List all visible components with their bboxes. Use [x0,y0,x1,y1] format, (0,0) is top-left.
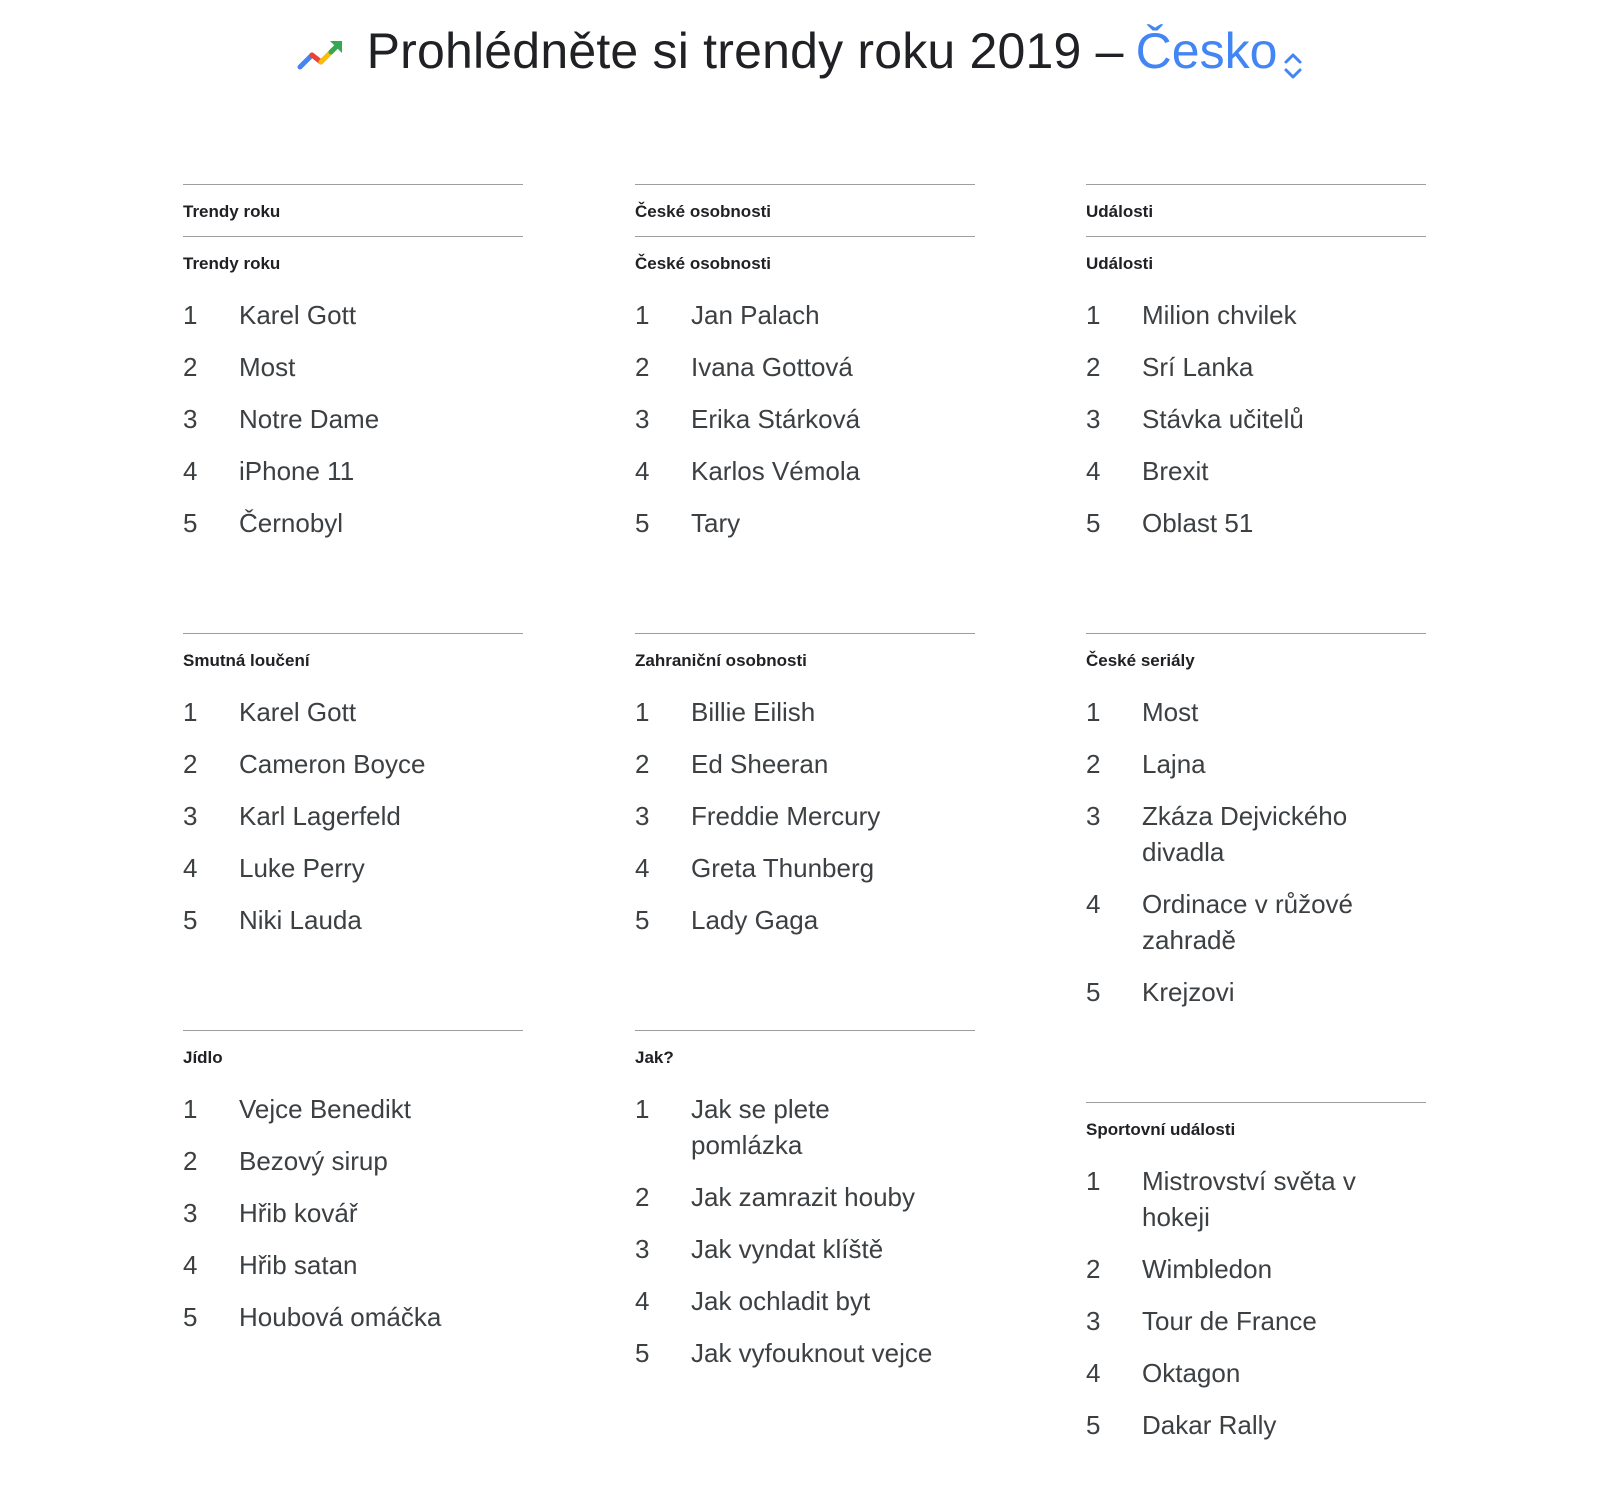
list-item[interactable] [183,694,523,730]
rank-number: 4 [635,456,650,486]
section-title: Události [1086,202,1154,221]
list-item[interactable] [1086,453,1426,489]
list-item[interactable] [183,401,523,437]
search-term: Lady Gaga [691,905,819,935]
ranked-list [635,694,975,938]
ranked-list [635,297,975,541]
section-udalosti [1086,184,1426,541]
rank-number: 4 [1086,889,1101,919]
rank-number: 3 [183,1198,198,1228]
rank-number: 3 [1086,1306,1101,1336]
section-zahranicni-osobnosti [635,633,975,938]
list-item[interactable] [635,1091,975,1163]
section-title: Smutná loučení [183,651,310,670]
rank-number: 3 [183,801,198,831]
list-item[interactable] [1086,1303,1426,1339]
list-item[interactable] [635,850,975,886]
search-term: Most [239,352,296,382]
ranked-list [635,1091,975,1371]
list-item[interactable] [183,798,523,834]
search-term: Dakar Rally [1142,1410,1277,1440]
rank-number: 4 [635,1286,650,1316]
section-title: Trendy roku [183,202,281,221]
rank-number: 4 [183,853,198,883]
search-term: Jan Palach [691,300,820,330]
rank-number: 1 [635,300,650,330]
page-header [0,22,1600,80]
section-subtitle: Trendy roku [183,254,281,273]
list-item[interactable] [1086,505,1426,541]
section-smutna-louceni [183,633,523,938]
list-item[interactable] [1086,1355,1426,1391]
section-subtitle: Události [1086,254,1154,273]
ranked-list [183,1091,523,1335]
section-ceske-osobnosti [635,184,975,541]
list-item[interactable] [635,349,975,385]
list-item[interactable] [183,902,523,938]
search-term: Karlos Vémola [691,456,861,486]
rank-number: 2 [635,749,650,779]
unfold-more-icon [1283,37,1303,71]
search-term: Billie Eilish [691,697,816,727]
search-term: Tary [691,508,741,538]
search-term: Mistrovství světa v hokeji [1142,1166,1356,1232]
search-term: Greta Thunberg [691,853,875,883]
search-term: Karel Gott [239,697,357,727]
rank-number: 3 [183,404,198,434]
list-item[interactable] [1086,401,1426,437]
list-item[interactable] [1086,297,1426,333]
search-term: Most [1142,697,1199,727]
rank-number: 5 [183,905,198,935]
column-3 [1086,184,1426,1506]
rank-number: 4 [1086,1358,1101,1388]
search-term: Milion chvilek [1142,300,1297,330]
list-item[interactable] [183,453,523,489]
rank-number: 2 [635,1182,650,1212]
search-term: Hřib satan [239,1250,358,1280]
search-term: Jak vyndat klíště [691,1234,884,1264]
search-term: Krejzovi [1142,977,1235,1007]
search-term: Brexit [1142,456,1209,486]
ranked-list [183,297,523,541]
list-item[interactable] [635,505,975,541]
section-trendy-roku [183,184,523,541]
search-term: Černobyl [239,508,344,538]
rank-number: 1 [183,697,198,727]
section-title: Sportovní události [1086,1120,1236,1139]
list-item[interactable] [183,1091,523,1127]
search-term: Zkáza Dejvického divadla [1142,801,1348,867]
section-title: Jídlo [183,1048,223,1067]
rank-number: 1 [635,697,650,727]
search-term: Freddie Mercury [691,801,881,831]
search-term: Jak vyfouknout vejce [691,1338,933,1368]
rank-number: 5 [1086,977,1101,1007]
list-item[interactable] [183,746,523,782]
search-term: Hřib kovář [239,1198,358,1228]
rank-number: 4 [183,456,198,486]
rank-number: 3 [635,1234,650,1264]
rank-number: 2 [1086,1254,1101,1284]
search-term: Wimbledon [1142,1254,1273,1284]
rank-number: 3 [1086,801,1101,831]
list-item[interactable] [183,505,523,541]
section-jak [635,1030,975,1371]
list-item[interactable] [183,297,523,333]
rank-number: 3 [635,404,650,434]
rank-number: 1 [635,1094,650,1124]
ranked-list [183,694,523,938]
search-term: Ivana Gottová [691,352,853,382]
search-term: Ordinace v růžové zahradě [1142,889,1353,955]
search-term: Notre Dame [239,404,380,434]
rank-number: 1 [1086,1166,1101,1196]
search-term: Ed Sheeran [691,749,829,779]
rank-number: 3 [635,801,650,831]
rank-number: 1 [183,1094,198,1124]
rank-number: 5 [183,508,198,538]
list-item[interactable] [635,297,975,333]
search-term: Jak ochladit byt [691,1286,871,1316]
country-label: Česko [1135,23,1278,79]
search-term: Lajna [1142,749,1206,779]
rank-number: 2 [183,352,198,382]
search-term: Houbová omáčka [239,1302,442,1332]
search-term: Karl Lagerfeld [239,801,401,831]
list-item[interactable] [1086,746,1426,782]
section-title: Jak? [635,1048,674,1067]
search-term: Erika Stárková [691,404,861,434]
rank-number: 2 [635,352,650,382]
search-term: Jak zamrazit houby [691,1182,915,1212]
search-term: Srí Lanka [1142,352,1254,382]
rank-number: 5 [635,508,650,538]
search-term: Bezový sirup [239,1146,388,1176]
column-2 [635,184,975,1463]
list-item[interactable] [183,349,523,385]
rank-number: 1 [1086,697,1101,727]
search-term: Oblast 51 [1142,508,1254,538]
rank-number: 5 [1086,1410,1101,1440]
rank-number: 4 [183,1250,198,1280]
country-selector[interactable] [1124,22,1304,80]
list-item[interactable] [635,453,975,489]
section-title: České seriály [1086,651,1195,670]
section-sportovni-udalosti [1086,1102,1426,1443]
search-term: Vejce Benedikt [239,1094,412,1124]
list-item[interactable] [1086,349,1426,385]
search-term: Oktagon [1142,1358,1241,1388]
ranked-list [1086,297,1426,541]
list-item[interactable] [1086,1251,1426,1287]
list-item[interactable] [1086,886,1426,958]
list-item[interactable] [183,1247,523,1283]
list-item[interactable] [635,1179,975,1215]
list-item[interactable] [635,1231,975,1267]
rank-number: 3 [1086,404,1101,434]
list-item[interactable] [183,1299,523,1335]
rank-number: 5 [635,905,650,935]
list-item[interactable] [183,1195,523,1231]
search-term: iPhone 11 [239,456,355,486]
search-term: Cameron Boyce [239,749,426,779]
ranked-list [1086,1163,1426,1443]
section-jidlo [183,1030,523,1335]
search-term: Luke Perry [239,853,365,883]
list-item[interactable] [635,798,975,834]
section-title: České osobnosti [635,202,772,221]
search-term: Karel Gott [239,300,357,330]
list-item[interactable] [635,1283,975,1319]
search-term: Jak se plete pomlázka [691,1094,830,1160]
column-1 [183,184,523,1427]
header-row [297,22,1304,80]
list-item[interactable] [1086,1163,1426,1235]
section-ceske-serialy [1086,633,1426,1010]
rank-number: 2 [1086,749,1101,779]
list-item[interactable] [1086,1407,1426,1443]
search-term: Niki Lauda [239,905,362,935]
list-item[interactable] [1086,798,1426,870]
section-title: Zahraniční osobnosti [635,651,807,670]
rank-number: 2 [183,1146,198,1176]
list-item[interactable] [183,1143,523,1179]
page-title: Prohlédněte si trendy roku 2019 – [366,23,1124,79]
rank-number: 1 [1086,300,1101,330]
list-item[interactable] [1086,974,1426,1010]
search-term: Tour de France [1142,1306,1317,1336]
list-item[interactable] [183,850,523,886]
ranked-list [1086,694,1426,1010]
list-item[interactable] [635,694,975,730]
list-item[interactable] [635,746,975,782]
rank-number: 5 [1086,508,1101,538]
list-item[interactable] [635,401,975,437]
rank-number: 2 [1086,352,1101,382]
rank-number: 1 [183,300,198,330]
list-item[interactable] [635,1335,975,1371]
trending-up-icon [297,37,345,73]
rank-number: 5 [183,1302,198,1332]
section-subtitle: České osobnosti [635,254,772,273]
rank-number: 4 [635,853,650,883]
search-term: Stávka učitelů [1142,404,1304,434]
rank-number: 2 [183,749,198,779]
list-item[interactable] [635,902,975,938]
rank-number: 4 [1086,456,1101,486]
list-item[interactable] [1086,694,1426,730]
rank-number: 5 [635,1338,650,1368]
